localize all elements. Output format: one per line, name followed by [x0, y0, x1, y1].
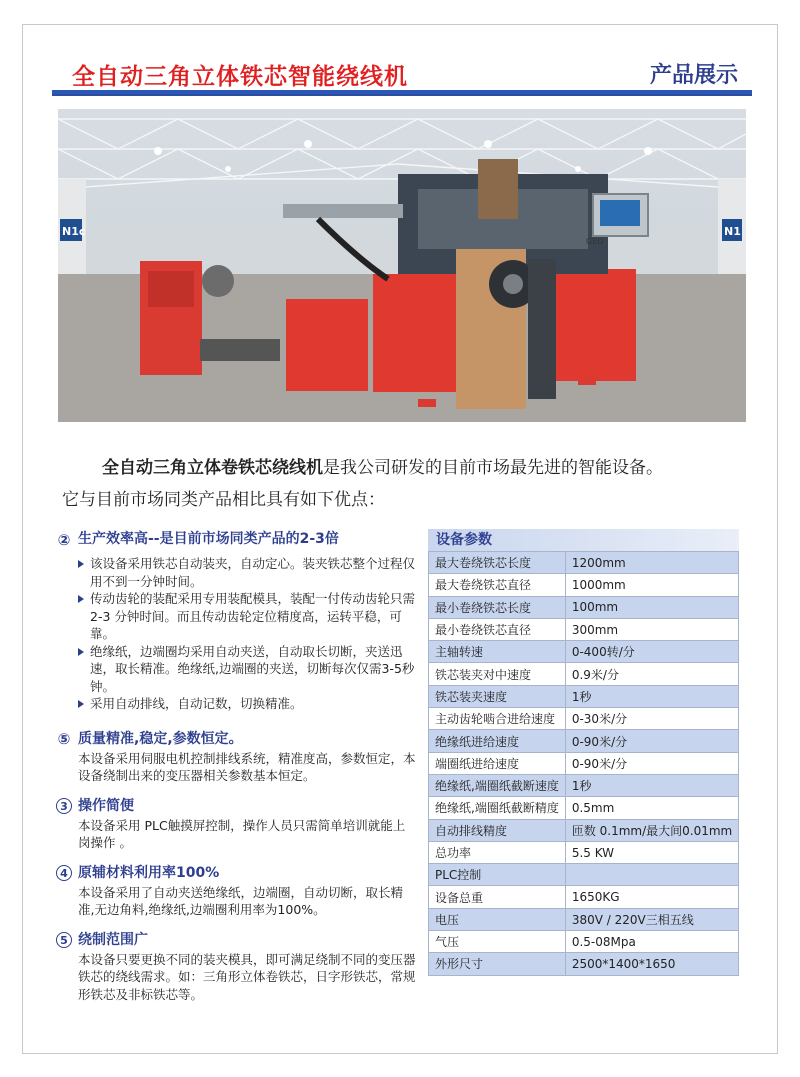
advantage-title-text: 原辅材料利用率100%	[78, 864, 220, 881]
cylinder-arm	[283, 204, 403, 218]
param-row	[429, 708, 739, 730]
top-roll	[478, 159, 518, 219]
number-badge: 3	[56, 798, 72, 814]
param-value: 0-400转/分	[565, 641, 738, 663]
section-label: 产品展示	[649, 63, 738, 88]
bullet-text: 采用自动排线，自动记数，切换精准。	[90, 696, 303, 711]
advantage-body: 本设备采用了自动夹送绝缘纸，边端圈，自动切断，取长精准,无边角料,绝缘纸,边端圈利用率为100%。	[78, 884, 404, 917]
bullet-item	[56, 643, 416, 696]
param-key: 外形尺寸	[429, 953, 566, 975]
advantage-body: 本设备采用 PLC触摸屏控制，操作人员只需简单培训就能上岗操作 。	[78, 817, 406, 850]
param-key: 绝缘纸,端圈纸截断速度	[429, 774, 566, 796]
machine-illustration	[58, 109, 746, 422]
number-badge: ②	[57, 530, 71, 549]
advantage-title	[56, 530, 416, 549]
number-badge: 4	[56, 865, 72, 881]
param-row	[429, 730, 739, 752]
param-key: 气压	[429, 931, 566, 953]
params-title: 设备参数	[428, 529, 739, 551]
bullet-item	[56, 555, 416, 590]
param-row	[429, 841, 739, 863]
winding-gear-hub	[503, 274, 523, 294]
param-row	[429, 774, 739, 796]
advantage-title-text: 质量精准,稳定,参数恒定。	[78, 730, 243, 747]
sign-left-text: N1c	[62, 225, 86, 238]
param-key: 电压	[429, 908, 566, 930]
param-key: 自动排线精度	[429, 819, 566, 841]
intro-line2: 它与目前市场同类产品相比具有如下优点：	[62, 490, 385, 510]
param-row	[429, 663, 739, 685]
foot-right	[578, 377, 596, 385]
param-value: 300mm	[565, 618, 738, 640]
param-row	[429, 797, 739, 819]
param-key: 总功率	[429, 841, 566, 863]
param-key: 主轴转速	[429, 641, 566, 663]
param-row	[429, 618, 739, 640]
header-rule	[52, 90, 752, 94]
advantage-2	[56, 730, 416, 785]
param-key: 铁芯装夹速度	[429, 685, 566, 707]
drive-column	[528, 259, 556, 399]
param-key: 最小卷绕铁芯长度	[429, 596, 566, 618]
triangle-bullet-icon	[78, 648, 84, 656]
param-value: 1秒	[565, 685, 738, 707]
bullet-list	[56, 555, 416, 713]
bullet-text: 该设备采用铁芯自动装夹，自动定心。装夹铁芯整个过程仅用不到一分钟时间。	[90, 556, 416, 589]
param-value: 5.5 KW	[565, 841, 738, 863]
page-title: 全自动三角立体铁芯智能绕线机	[72, 64, 408, 90]
param-row	[429, 641, 739, 663]
center-red-cabinet	[373, 274, 463, 392]
param-row	[429, 819, 739, 841]
unwinder-panel	[148, 271, 194, 307]
param-value: 380V / 220V三相五线	[565, 908, 738, 930]
advantage-3	[56, 797, 416, 852]
advantage-title	[56, 931, 416, 950]
foot-left	[418, 399, 436, 407]
right-red-cabinet	[546, 269, 636, 381]
param-value: 0.5-08Mpa	[565, 931, 738, 953]
intro-product-name: 全自动三角立体卷铁芯绕线机	[102, 458, 323, 478]
advantage-title-text: 绕制范围广	[78, 931, 148, 948]
param-key: 主动齿轮啮合进给速度	[429, 708, 566, 730]
advantage-1	[56, 530, 416, 713]
param-key: PLC控制	[429, 864, 566, 886]
param-key: 设备总重	[429, 886, 566, 908]
touch-screen	[600, 200, 640, 226]
advantage-4	[56, 864, 416, 919]
advantage-title	[56, 864, 416, 883]
param-value: 0-90米/分	[565, 730, 738, 752]
param-row	[429, 752, 739, 774]
param-value: 匝数 0.1mm/最大间0.01mm	[565, 819, 738, 841]
advantage-title-text: 操作简便	[78, 797, 134, 814]
unwinder-base	[200, 339, 280, 361]
sign-right-text: N1	[724, 225, 741, 238]
number-badge: ⑤	[57, 730, 71, 748]
number-badge: 5	[56, 932, 72, 948]
param-key: 最小卷绕铁芯直径	[429, 618, 566, 640]
triangle-bullet-icon	[78, 700, 84, 708]
param-row	[429, 886, 739, 908]
param-value: 0-30米/分	[565, 708, 738, 730]
param-value: 1000mm	[565, 574, 738, 596]
triangle-bullet-icon	[78, 560, 84, 568]
param-row	[429, 552, 739, 574]
param-key: 绝缘纸进给速度	[429, 730, 566, 752]
advantage-title	[56, 797, 416, 816]
intro-paragraph	[62, 452, 752, 516]
unwinder-reel	[202, 265, 234, 297]
bullet-item	[56, 590, 416, 643]
param-row	[429, 931, 739, 953]
param-key: 最大卷绕铁芯直径	[429, 574, 566, 596]
param-key: 绝缘纸,端圈纸截断精度	[429, 797, 566, 819]
param-row	[429, 908, 739, 930]
param-value: 0-90米/分	[565, 752, 738, 774]
bullet-text: 绝缘纸，边端圈均采用自动夹送，自动取长切断，夹送迅速，取长精准。绝缘纸,边端圈的夹送，切断每次仅需3-5秒钟。	[90, 643, 415, 694]
param-value: 1秒	[565, 774, 738, 796]
intro-line1: 是我公司研发的目前市场最先进的智能设备。	[323, 458, 663, 478]
param-row	[429, 953, 739, 975]
param-key: 最大卷绕铁芯长度	[429, 552, 566, 574]
param-row	[429, 574, 739, 596]
left-red-base	[286, 299, 368, 391]
advantage-title-text: 生产效率高--是目前市场同类产品的2-3倍	[78, 531, 339, 547]
advantage-body: 本设备采用伺服电机控制排线系统，精准度高，参数恒定，本设备绕制出来的变压器相关参数基本恒定。	[78, 750, 416, 783]
triangle-bullet-icon	[78, 595, 84, 603]
params-table	[428, 551, 739, 976]
advantage-body: 本设备只要更换不同的装夹模具，即可满足绕制不同的变压器铁芯的绕线需求。如：三角形立体卷铁芯，日字形铁芯，常规形铁芯及非标铁芯等。	[78, 951, 416, 1002]
advantages-list	[56, 530, 416, 1003]
param-row	[429, 685, 739, 707]
param-value: 100mm	[565, 596, 738, 618]
param-value	[565, 864, 738, 886]
param-value: 0.5mm	[565, 797, 738, 819]
param-value: 0.9米/分	[565, 663, 738, 685]
product-photo	[58, 109, 746, 422]
params-table-wrapper	[428, 529, 739, 976]
param-value: 1650KG	[565, 886, 738, 908]
param-value: 2500*1400*1650	[565, 953, 738, 975]
param-key: 端圈纸进给速度	[429, 752, 566, 774]
param-row	[429, 864, 739, 886]
param-value: 1200mm	[565, 552, 738, 574]
bullet-text: 传动齿轮的装配采用专用装配模具，装配一付传动齿轮只需2-3 分钟时间。而且传动齿轮定位精度高，运转平稳，可靠。	[90, 591, 416, 641]
panel-logo: GEO	[586, 237, 604, 246]
param-key: 铁芯装夹对中速度	[429, 663, 566, 685]
bullet-item	[56, 695, 416, 713]
param-row	[429, 596, 739, 618]
advantage-5	[56, 931, 416, 1004]
advantage-title	[56, 730, 416, 749]
